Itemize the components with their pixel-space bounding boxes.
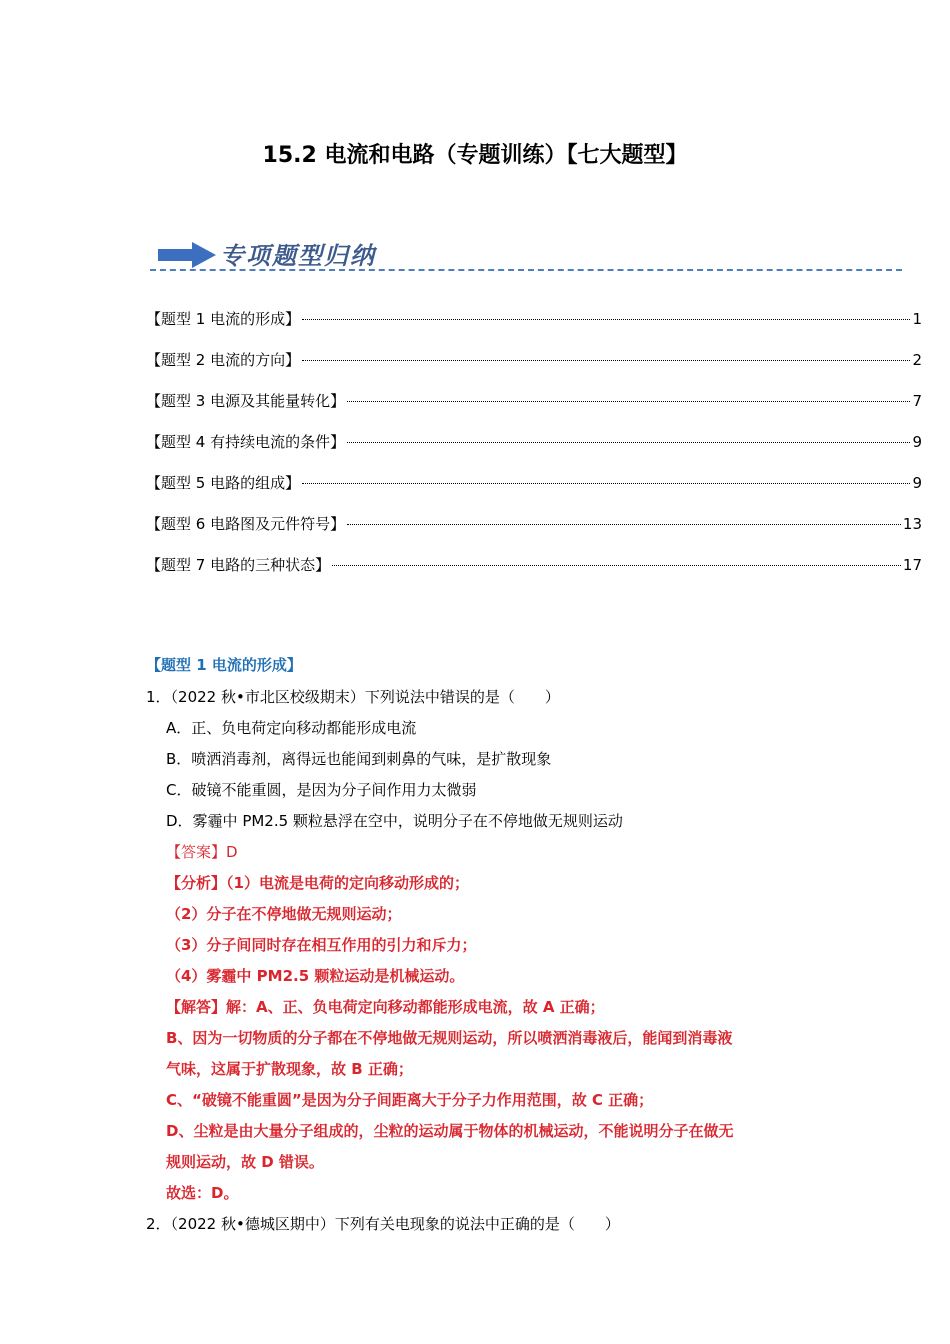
answer-value: D [226,843,238,861]
toc-item-label: 【题型 1 电流的形成】 [146,310,301,328]
option-b: B．喷洒消毒剂，离得远也能闻到刺鼻的气味，是扩散现象 [166,750,552,768]
analysis-line-2: （2）分子在不停地做无规则运动； [166,905,402,923]
solution-line-2: B、因为一切物质的分子都在不停地做无规则运动，所以喷洒消毒液后，能闻到消毒液 [166,1029,733,1047]
toc-item-page: 13 [902,515,922,533]
arrow-right-icon [158,242,216,268]
banner-title: 专项题型归纳 [220,241,376,270]
solution-line-3: 气味，这属于扩散现象，故 B 正确； [166,1060,413,1078]
solution-tag: 【解答】 [166,998,227,1016]
toc-item-label: 【题型 2 电流的方向】 [146,351,301,369]
toc-item[interactable] [146,390,922,431]
toc-item-label: 【题型 4 有持续电流的条件】 [146,433,346,451]
toc-item[interactable] [146,554,922,595]
option-a: A．正、负电荷定向移动都能形成电流 [166,719,417,737]
solution-line-1 [166,996,605,1017]
analysis-text: （1）电流是电荷的定向移动形成的； [226,874,469,892]
toc-item-label: 【题型 6 电路图及元件符号】 [146,515,346,533]
toc-item-page: 9 [912,474,922,492]
toc-item-label: 【题型 7 电路的三种状态】 [146,556,331,574]
toc-item-label: 【题型 3 电源及其能量转化】 [146,392,346,410]
option-d: D．雾霾中 PM2.5 颗粒悬浮在空中，说明分子在不停地做无规则运动 [166,812,623,830]
section-banner [150,236,902,276]
solution-text: 解：A、正、负电荷定向移动都能形成电流，故 A 正确； [226,998,605,1016]
solution-line-6: 规则运动，故 D 错误。 [166,1153,324,1171]
toc-item-page: 17 [902,556,922,574]
analysis-tag: 【分析】 [166,874,227,892]
toc-item[interactable] [146,431,922,472]
solution-line-7: 故选：D。 [166,1184,239,1202]
toc-item[interactable] [146,472,922,513]
toc-item-page: 2 [912,351,922,369]
toc-item-page: 7 [912,392,922,410]
solution-line-5: D、尘粒是由大量分子组成的，尘粒的运动属于物体的机械运动，不能说明分子在做无 [166,1122,734,1140]
toc-leader [302,319,910,320]
toc-leader [302,483,910,484]
toc-item-label: 【题型 5 电路的组成】 [146,474,301,492]
table-of-contents [146,308,922,595]
toc-item[interactable] [146,308,922,349]
toc-item[interactable] [146,513,922,554]
analysis-line-4: （4）雾霾中 PM2.5 颗粒运动是机械运动。 [166,967,465,985]
toc-leader [347,524,901,525]
question-2-stem: 2．（2022 秋•德城区期中）下列有关电现象的说法中正确的是（ ） [146,1215,620,1233]
toc-item-page: 9 [912,433,922,451]
toc-leader [302,360,910,361]
toc-leader [347,401,910,402]
analysis-line-1 [166,872,469,893]
section-heading: 【题型 1 电流的形成】 [146,656,302,674]
analysis-line-3: （3）分子间同时存在相互作用的引力和斥力； [166,936,477,954]
answer-line [166,841,238,862]
toc-leader [347,442,910,443]
banner-divider [150,269,902,271]
toc-item[interactable] [146,349,922,390]
solution-line-4: C、“破镜不能重圆”是因为分子间距离大于分子力作用范围，故 C 正确； [166,1091,654,1109]
page-title: 15.2 电流和电路（专题训练）【七大题型】 [262,143,688,168]
answer-tag: 【答案】 [166,843,227,861]
question-1-stem: 1．（2022 秋•市北区校级期末）下列说法中错误的是（ ） [146,688,560,706]
toc-leader [332,565,901,566]
option-c: C．破镜不能重圆，是因为分子间作用力太微弱 [166,781,477,799]
toc-item-page: 1 [912,310,922,328]
